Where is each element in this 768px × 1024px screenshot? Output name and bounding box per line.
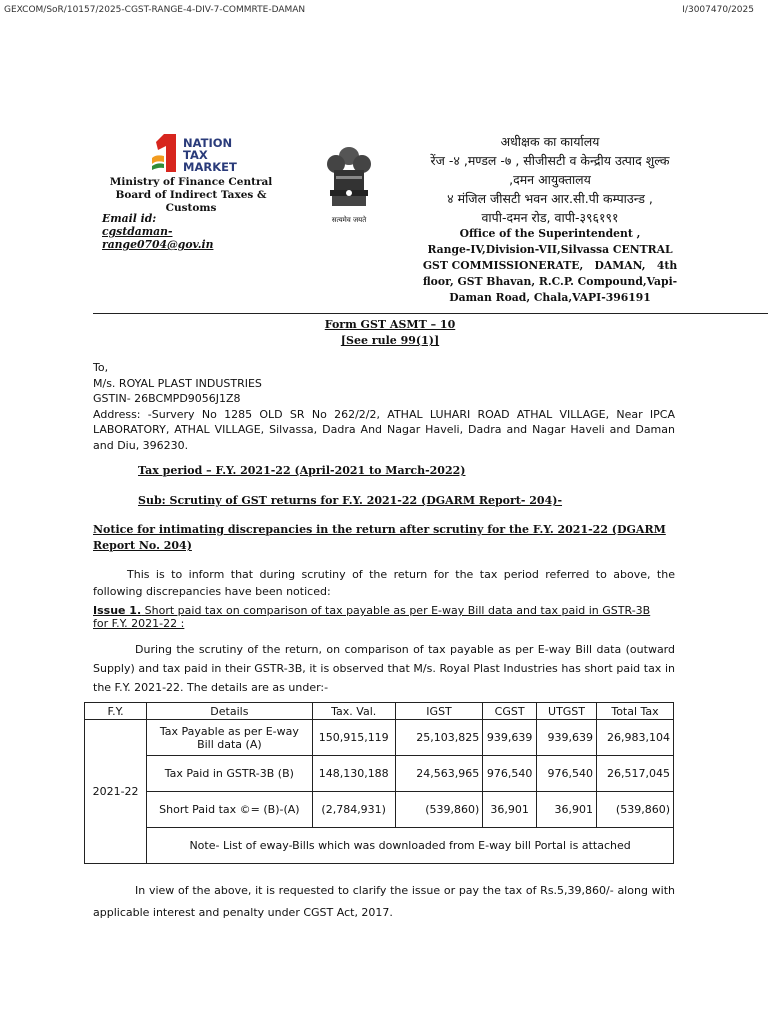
logo-mark-icon [150,132,184,176]
emblem-caption: सत्यमेव जयते [331,216,367,224]
ministry-line-3: Customs [165,202,217,214]
details-cell: Tax Payable as per E-way Bill data (A) [147,720,312,756]
ministry-line-2: Board of Indirect Taxes & [115,189,267,201]
ministry-line-1: Ministry of Finance Central [109,176,273,188]
table-header-row [85,703,674,720]
notice-heading-line-2: Report No. 204) [93,539,192,552]
issue-text: Short paid tax on comparison of tax payable as per E-way Bill data and tax paid in GSTR-3B [141,604,651,617]
cgst-cell: 976,540 [483,756,537,792]
col-header-total-tax: Total Tax [597,703,674,720]
col-header-fy: F.Y. [85,703,147,720]
hindi-line-5: वापी-दमन रोड, वापी-३९६१९१ [481,210,619,225]
igst-cell: (539,860) [395,792,482,828]
hindi-line-2: रेंज -४ ,मण्डल -७ , सीजीसटी व केन्द्रीय उत्पाद शुल्क [430,153,670,168]
conclusion-paragraph: In view of the above, it is requested to clarify the issue or pay the tax of Rs.5,39,860/- along with applicable interest and penalty under CGST Act, 2017. [93,884,675,919]
document-reference: GEXCOM/SoR/10157/2025-CGST-RANGE-4-DIV-7-COMMRTE-DAMAN [4,5,306,15]
email-link-part-2[interactable]: range0704@gov.in [102,238,214,251]
notice-heading [93,522,683,554]
form-rule: [See rule 99(1)] [340,334,440,347]
lion-capital-icon [322,142,376,216]
table-row [85,756,674,792]
hindi-line-3: ,दमन आयुक्तालय [509,172,591,187]
office-line-3: GST COMMISSIONERATE, DAMAN, 4th [422,259,678,272]
form-title: Form GST ASMT – 10 [324,318,456,331]
email-link-part-1[interactable]: cgstdaman- [102,225,173,238]
tax-period: Tax period – F.Y. 2021-22 (April-2021 to March-2022) [138,464,466,477]
discrepancy-table [84,702,674,864]
details-cell: Tax Paid in GSTR-3B (B) [147,756,312,792]
intro-paragraph: This is to inform that during scrutiny of the return for the tax period referred to above, the following discrepancies have been noticed: [93,568,675,598]
logo-line-nation: NATION [183,136,233,150]
addressee-block [93,360,675,453]
table-row [85,720,674,756]
hindi-line-4: ४ मंजिल जीसटी भवन आर.सी.पी कम्पाउन्ड , [447,191,653,206]
nation-tax-market-logo [150,132,250,176]
utgst-cell: 36,901 [537,792,597,828]
issue-1 [93,604,693,630]
addressee-name: M/s. ROYAL PLAST INDUSTRIES [93,376,262,390]
document-number: I/3007470/2025 [682,5,754,15]
table-note: Note- List of eway-Bills which was downloaded from E-way bill Portal is attached [147,828,674,864]
table-row [85,792,674,828]
total-tax-cell: 26,517,045 [597,756,674,792]
table-note-row [85,828,674,864]
col-header-details: Details [147,703,312,720]
email-label: Email id: [102,212,157,225]
office-line-4: floor, GST Bhavan, R.C.P. Compound,Vapi- [422,275,678,288]
subject-line: Sub: Scrutiny of GST returns for F.Y. 2021-22 (DGARM Report- 204)- [138,494,563,507]
igst-cell: 25,103,825 [395,720,482,756]
utgst-cell: 976,540 [537,756,597,792]
details-cell: Short Paid tax ©= (B)-(A) [147,792,312,828]
addressee-address: Address: -Survery No 1285 OLD SR No 262/2/2, ATHAL LUHARI ROAD ATHAL VILLAGE, Near IPCA LABORATORY, ATHAL VILLAGE, Silvassa, Dadra And Nagar Haveli, Dadra and Nagar Haveli and Daman and Diu, 396230. [93,407,675,452]
col-header-utgst: UTGST [537,703,597,720]
ministry-block [96,176,286,215]
hindi-line-1: अधीक्षक का कार्यालय [500,134,600,149]
logo-line-tax: TAX [183,148,208,162]
notice-heading-line-1: Notice for intimating discrepancies in the return after scrutiny for the F.Y. 2021-22 (DGARM [93,523,666,536]
details-paragraph: During the scrutiny of the return, on comparison of tax payable as per E-way Bill data (outward Supply) and tax paid in their GSTR-3B, it is observed that M/s. Royal Plast Industries has short paid tax in the F.Y. 2021-22. The details are as under:- [93,643,675,694]
total-tax-cell: (539,860) [597,792,674,828]
utgst-cell: 939,639 [537,720,597,756]
total-tax-cell: 26,983,104 [597,720,674,756]
fy-cell: 2021-22 [85,720,147,864]
col-header-cgst: CGST [483,703,537,720]
col-header-igst: IGST [395,703,482,720]
addressee-gstin: GSTIN- 26BCMPD9056J1Z8 [93,392,241,405]
office-address [400,226,700,306]
igst-cell: 24,563,965 [395,756,482,792]
tax-val-cell: 150,915,119 [312,720,395,756]
logo-line-market: MARKET [183,160,237,174]
national-emblem [322,142,376,230]
email-block [102,212,213,251]
issue-label: Issue 1. [93,604,142,617]
addressee-to: To, [93,361,109,374]
col-header-tax-val: Tax. Val. [312,703,395,720]
header-divider [93,313,768,314]
office-line-5: Daman Road, Chala,VAPI-396191 [449,291,651,304]
issue-text-2: for F.Y. 2021-22 : [93,617,185,630]
cgst-cell: 36,901 [483,792,537,828]
form-title-block [230,317,550,349]
office-line-2: Range-IV,Division-VII,Silvassa CENTRAL [427,243,673,256]
office-line-1: Office of the Superintendent , [459,227,641,240]
hindi-office-address [400,132,700,227]
tax-val-cell: (2,784,931) [312,792,395,828]
tax-val-cell: 148,130,188 [312,756,395,792]
cgst-cell: 939,639 [483,720,537,756]
